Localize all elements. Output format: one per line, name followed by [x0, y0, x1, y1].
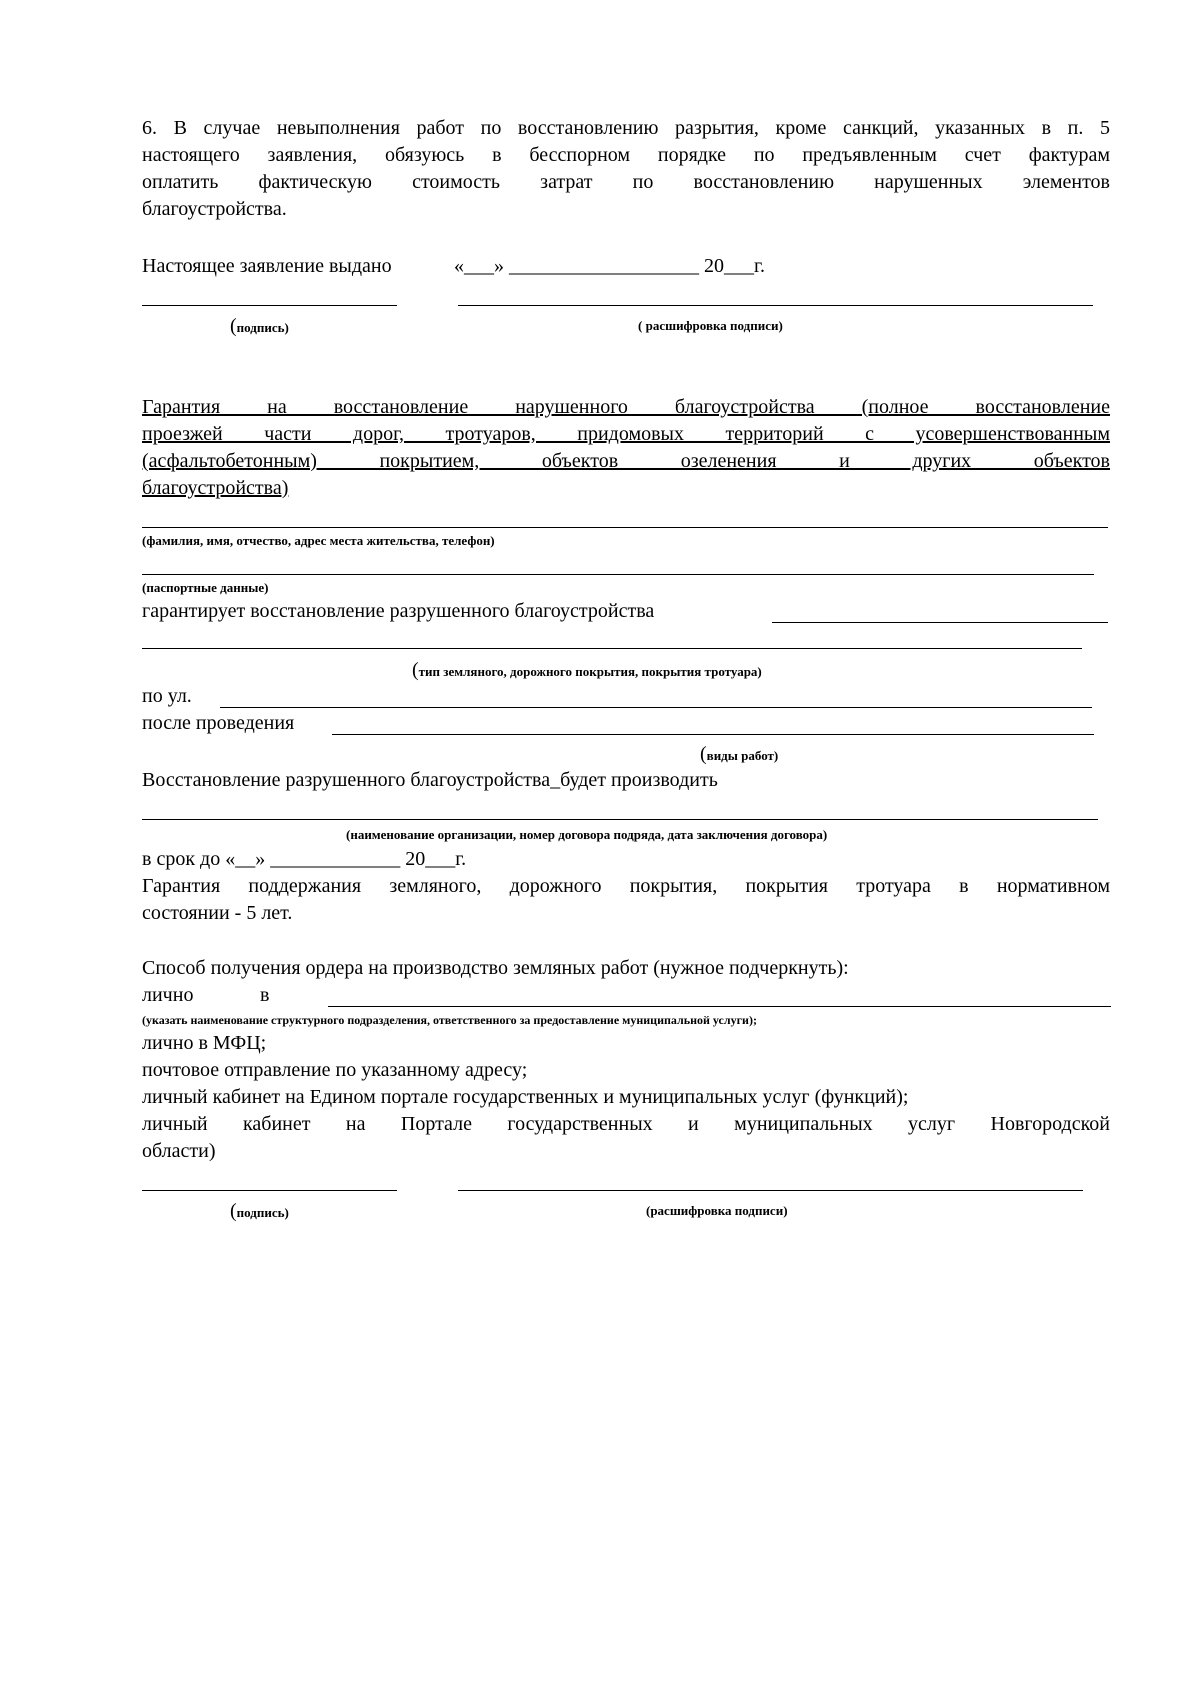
issued-date: «___» ___________________ 20___г. [454, 255, 765, 277]
mfc-option: лично в МФЦ; [142, 1032, 267, 1054]
section6-line1: 6. В случае невыполнения работ по восстановлению разрытия, кроме санкций, указанных в п. 5 [142, 117, 1110, 139]
section6-line2: настоящего заявления, обязуюсь в бесспорном порядке по предъявленным счет фактурам [142, 144, 1110, 166]
fio-caption: (фамилия, имя, отчество, адрес места жительства, телефон) [142, 533, 495, 548]
street-line [220, 707, 1092, 708]
guarantees-restore-line [772, 622, 1108, 623]
street-label: по ул. [142, 685, 192, 707]
signature-line-2 [142, 1190, 397, 1191]
after-line [332, 734, 1094, 735]
mail-option: почтовое отправление по указанному адресу; [142, 1059, 528, 1081]
support-line1: Гарантия поддержания земляного, дорожного покрытия, покрытия тротуара в нормативном [142, 875, 1110, 897]
after-label: после проведения [142, 712, 295, 734]
signature-caption: (подпись) [230, 315, 289, 337]
unit-caption: (указать наименование структурного подразделения, ответственного за предоставление муниципальной услуги); [142, 1013, 757, 1027]
passport-line [142, 574, 1094, 575]
signature-decoding-line-2 [458, 1190, 1083, 1191]
passport-caption: (паспортные данные) [142, 580, 269, 595]
signature-line [142, 305, 397, 306]
guarantee-line2: проезжей части дорог, тротуаров, придомовых территорий с усовершенствованным [142, 423, 1110, 445]
org-line [142, 819, 1098, 820]
coating-caption: (тип земляного, дорожного покрытия, покрытия тротуара) [412, 659, 762, 681]
unified-portal-option: личный кабинет на Едином портале государственных и муниципальных услуг (функций); [142, 1086, 909, 1108]
guarantee-line3: (асфальтобетонным) покрытием, объектов озеленения и других объектов [142, 450, 1110, 472]
regional-portal-line1: личный кабинет на Портале государственных и муниципальных услуг Новгородской [142, 1113, 1110, 1135]
order-method: Способ получения ордера на производство земляных работ (нужное подчеркнуть): [142, 957, 849, 979]
fio-line [142, 527, 1108, 528]
regional-portal-line2: области) [142, 1140, 216, 1162]
producer-label: Восстановление разрушенного благоустройства_будет производить [142, 769, 718, 791]
section6-line4: благоустройства. [142, 198, 287, 220]
personally-label: лично [142, 984, 194, 1006]
signature-decoding-line [458, 305, 1093, 306]
org-caption: (наименование организации, номер договора подряда, дата заключения договора) [346, 827, 828, 842]
guarantee-line4: благоустройства) [142, 477, 289, 499]
support-line2: состоянии - 5 лет. [142, 902, 293, 924]
works-caption: (виды работ) [700, 743, 779, 765]
guarantees-restore-label: гарантирует восстановление разрушенного благоустройства [142, 600, 655, 622]
section6-line3: оплатить фактическую стоимость затрат по восстановлению нарушенных элементов [142, 171, 1110, 193]
signature-decoding-caption-2: (расшифровка подписи) [646, 1203, 788, 1218]
guarantee-line1: Гарантия на восстановление нарушенного благоустройства (полное восстановление [142, 396, 1110, 418]
signature-caption-2: (подпись) [230, 1200, 289, 1222]
issued-label: Настоящее заявление выдано [142, 255, 392, 277]
coating-line [142, 648, 1082, 649]
term-line: в срок до «__» _____________ 20___г. [142, 848, 467, 870]
unit-line [328, 1006, 1111, 1007]
signature-decoding-caption: ( расшифровка подписи) [638, 318, 783, 333]
in-label: в [260, 984, 270, 1006]
